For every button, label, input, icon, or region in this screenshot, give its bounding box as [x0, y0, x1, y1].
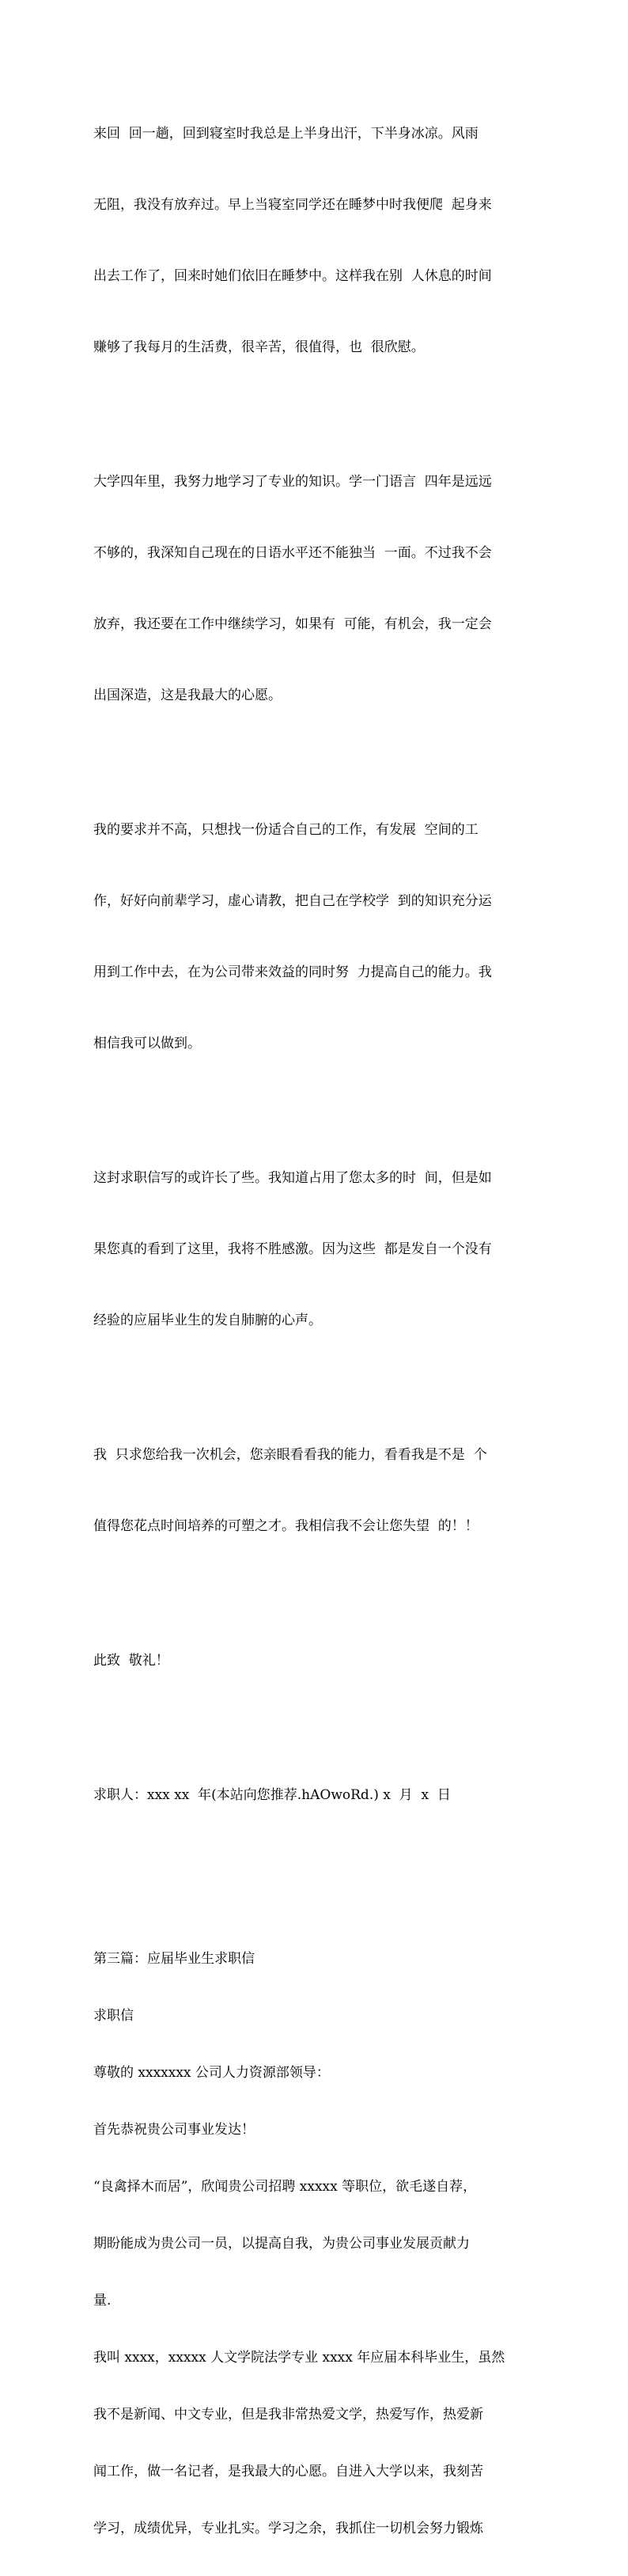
text-line: 我的要求并不高，只想找一份适合自己的工作，有发展 空间的工 [93, 822, 479, 838]
section-heading: 第三篇：应届毕业生求职信 [93, 1951, 255, 1967]
text-line: 出国深造，这是我最大的心愿。 [93, 688, 282, 703]
text-line: 值得您花点时间培养的可塑之才。我相信我不会让您失望 的！！ [93, 1518, 479, 1534]
text-line: 用到工作中去，在为公司带来效益的同时努 力提高自己的能力。我 [93, 964, 492, 980]
text-line: 首先恭祝贵公司事业发达！ [93, 2122, 255, 2138]
letter-greeting: 尊敬的 xxxxxxx 公司人力资源部领导： [93, 2065, 330, 2081]
text-line: 闻工作，做一名记者，是我最大的心愿。自进入大学以来，我刻苦 [93, 2464, 483, 2479]
text-line: 这封求职信写的或许长了些。我知道占用了您太多的时 间，但是如 [93, 1170, 492, 1186]
text-line: 无阻，我没有放弃过。早上当寝室同学还在睡梦中时我便爬 起身来 [93, 197, 492, 213]
paragraph-2 [93, 422, 538, 755]
text-line: 出去工作了，回来时她们依旧在睡梦中。这样我在别 人休息的时间 [93, 268, 492, 284]
text-line: 放弃，我还要在工作中继续学习，如果有 可能，有机会，我一定会 [93, 616, 492, 632]
closing-salutation [93, 1601, 538, 1720]
paragraph-3 [93, 771, 538, 1103]
letter-title: 求职信 [93, 2008, 134, 2024]
section-three [93, 1911, 538, 2576]
paragraph-1 [93, 74, 538, 407]
text-line: 相信我可以做到。 [93, 1036, 201, 1051]
signature-line [93, 1736, 538, 1854]
text-line: 来回 回一趟，回到寝室时我总是上半身出汗，下半身冰凉。风雨 [93, 126, 479, 142]
document-page [93, 74, 538, 2576]
text-line: 大学四年里，我努力地学习了专业的知识。学一门语言 四年是远远 [93, 474, 492, 490]
text-line: “良禽择木而居”，欣闻贵公司招聘 xxxxx 等职位，欲毛遂自荐， [93, 2179, 477, 2195]
text-line: 经验的应届毕业生的发自肺腑的心声。 [93, 1313, 322, 1328]
letter-body [93, 74, 538, 1854]
text-line: 量. [93, 2293, 112, 2309]
section-gap [93, 1870, 538, 1911]
text-line: 我叫 xxxx，xxxxx 人文学院法学专业 xxxx 年应届本科毕业生，虽然 [93, 2350, 505, 2366]
text-line: 赚够了我每月的生活费，很辛苦，很值得，也 很欣慰。 [93, 339, 425, 355]
text-line: 果您真的看到了这里，我将不胜感激。因为这些 都是发自一个没有 [93, 1241, 492, 1257]
text-line: 学习，成绩优异，专业扎实。学习之余，我抓住一切机会努力锻炼 [93, 2521, 483, 2536]
text-line: 此致 敬礼！ [93, 1653, 169, 1669]
paragraph-4 [93, 1119, 538, 1380]
paragraph-5 [93, 1396, 538, 1585]
text-line: 期盼能成为贵公司一员，以提高自我，为贵公司事业发展贡献力 [93, 2236, 470, 2252]
text-line: 我不是新闻、中文专业，但是我非常热爱文学，热爱写作，热爱新 [93, 2407, 483, 2423]
text-line: 作，好好向前辈学习，虚心请教，把自己在学校学 到的知识充分运 [93, 893, 492, 909]
text-line: 求职人：xxx xx 年(本站向您推荐.hAOwoRd.) x 月 x 日 [93, 1787, 451, 1803]
text-line: 我 只求您给我一次机会，您亲眼看看我的能力，看看我是不是 个 [93, 1447, 487, 1463]
text-line: 不够的，我深知自己现在的日语水平还不能独当 一面。不过我不会 [93, 545, 492, 561]
